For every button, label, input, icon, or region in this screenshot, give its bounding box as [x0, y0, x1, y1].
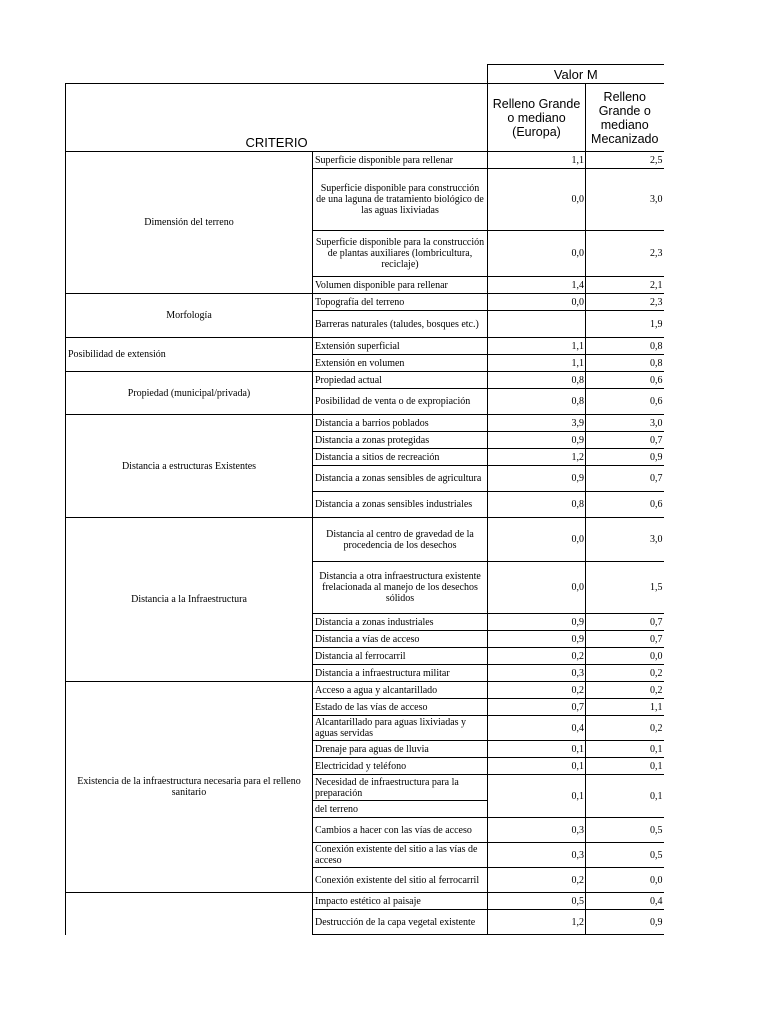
subcriterion: Conexión existente del sitio al ferrocarril [313, 868, 488, 893]
criterion-paisaje [66, 893, 313, 935]
value-col2: 3,0 [586, 518, 664, 562]
value-col1: 0,2 [488, 648, 586, 665]
value-col1: 0,9 [488, 466, 586, 492]
criterion-extension: Posibilidad de extensión [66, 338, 313, 372]
subcriterion: Distancia a zonas sensibles industriales [313, 492, 488, 518]
value-col2: 1,5 [586, 562, 664, 614]
value-col1: 0,8 [488, 389, 586, 415]
value-col1 [488, 311, 586, 338]
valor-header: Valor M [488, 65, 664, 84]
subcriterion: Necesidad de infraestructura para la preparación [313, 775, 488, 801]
value-col2: 0,9 [586, 910, 664, 935]
subcriterion: Distancia a zonas industriales [313, 614, 488, 631]
value-col1: 0,4 [488, 716, 586, 741]
subcriterion: Distancia a zonas sensibles de agricultura [313, 466, 488, 492]
value-col2: 0,9 [586, 449, 664, 466]
value-col2: 3,0 [586, 169, 664, 231]
value-col2: 2,1 [586, 277, 664, 294]
value-col2: 0,7 [586, 466, 664, 492]
value-col1: 1,1 [488, 355, 586, 372]
subcriterion: Propiedad actual [313, 372, 488, 389]
value-col1: 0,2 [488, 868, 586, 893]
subcriterion: Superficie disponible para construcción de una laguna de tratamiento biológico de las aguas lixiviadas [313, 169, 488, 231]
value-col2: 0,5 [586, 843, 664, 868]
value-col2: 0,6 [586, 492, 664, 518]
value-col2: 0,8 [586, 338, 664, 355]
criteria-sheet [65, 64, 664, 935]
value-col2: 0,8 [586, 355, 664, 372]
value-col2: 3,0 [586, 415, 664, 432]
value-col2: 2,5 [586, 152, 664, 169]
subcriterion: Impacto estético al paisaje [313, 893, 488, 910]
value-col2: 0,1 [586, 775, 664, 818]
value-col2: 0,2 [586, 665, 664, 682]
value-col1: 0,1 [488, 741, 586, 758]
subcriterion: Alcantarillado para aguas lixiviadas y aguas servidas [313, 716, 488, 741]
subcriterion: Distancia a otra infraestructura existente frelacionada al manejo de los desechos sólidos [313, 562, 488, 614]
value-col2: 0,7 [586, 631, 664, 648]
subcriterion: Distancia a zonas protegidas [313, 432, 488, 449]
value-col2: 2,3 [586, 294, 664, 311]
value-col2: 0,4 [586, 893, 664, 910]
subcriterion: Superficie disponible para la construcción de plantas auxiliares (lombricultura, reciclaje) [313, 231, 488, 277]
value-col1: 0,0 [488, 294, 586, 311]
value-col1: 0,0 [488, 169, 586, 231]
value-col2: 0,1 [586, 741, 664, 758]
value-col1: 0,7 [488, 699, 586, 716]
value-col2: 0,5 [586, 818, 664, 843]
value-col2: 0,2 [586, 716, 664, 741]
criterion-infraestructura: Distancia a la Infraestructura [66, 518, 313, 682]
value-col1: 0,8 [488, 492, 586, 518]
value-col1: 0,1 [488, 775, 586, 818]
criterion-estructuras: Distancia a estructuras Existentes [66, 415, 313, 518]
subcriterion: Acceso a agua y alcantarillado [313, 682, 488, 699]
value-col1: 0,0 [488, 231, 586, 277]
subcriterion: Cambios a hacer con las vías de acceso [313, 818, 488, 843]
subcriterion-continued: del terreno [313, 801, 488, 818]
value-col1: 0,3 [488, 665, 586, 682]
value-col2: 2,3 [586, 231, 664, 277]
value-col2: 0,2 [586, 682, 664, 699]
value-col2: 0,0 [586, 648, 664, 665]
column-header-europa: Relleno Grande o mediano (Europa) [488, 84, 586, 152]
value-col1: 1,2 [488, 449, 586, 466]
value-col1: 0,0 [488, 518, 586, 562]
value-col1: 0,9 [488, 614, 586, 631]
column-header-mecanizado: Relleno Grande o mediano Mecanizado [586, 84, 664, 152]
subcriterion: Conexión existente del sitio a las vías de acceso [313, 843, 488, 868]
value-col2: 0,7 [586, 614, 664, 631]
criterion-dimension: Dimensión del terreno [66, 152, 313, 294]
subcriterion: Topografía del terreno [313, 294, 488, 311]
value-col1: 0,3 [488, 818, 586, 843]
subcriterion: Distancia al centro de gravedad de la procedencia de los desechos [313, 518, 488, 562]
value-col1: 0,8 [488, 372, 586, 389]
value-col1: 0,5 [488, 893, 586, 910]
value-col1: 0,1 [488, 758, 586, 775]
subcriterion: Drenaje para aguas de lluvia [313, 741, 488, 758]
subcriterion: Superficie disponible para rellenar [313, 152, 488, 169]
value-col2: 1,9 [586, 311, 664, 338]
subcriterion: Distancia al ferrocarril [313, 648, 488, 665]
criterio-header: CRITERIO [66, 84, 488, 152]
value-col1: 1,2 [488, 910, 586, 935]
subcriterion: Posibilidad de venta o de expropiación [313, 389, 488, 415]
value-col2: 0,6 [586, 372, 664, 389]
criterion-propiedad: Propiedad (municipal/privada) [66, 372, 313, 415]
value-col1: 0,2 [488, 682, 586, 699]
value-col2: 0,0 [586, 868, 664, 893]
value-col2: 0,1 [586, 758, 664, 775]
subcriterion: Estado de las vías de acceso [313, 699, 488, 716]
value-col1: 1,4 [488, 277, 586, 294]
subcriterion: Barreras naturales (taludes, bosques etc.) [313, 311, 488, 338]
value-col2: 0,7 [586, 432, 664, 449]
subcriterion: Extensión en volumen [313, 355, 488, 372]
value-col1: 0,9 [488, 432, 586, 449]
value-col1: 1,1 [488, 338, 586, 355]
criteria-table [65, 64, 664, 935]
subcriterion: Distancia a infraestructura militar [313, 665, 488, 682]
subcriterion: Distancia a vías de acceso [313, 631, 488, 648]
value-col1: 1,1 [488, 152, 586, 169]
subcriterion: Destrucción de la capa vegetal existente [313, 910, 488, 935]
criterion-existencia: Existencia de la infraestructura necesaria para el relleno sanitario [66, 682, 313, 893]
subcriterion: Extensión superficial [313, 338, 488, 355]
value-col1: 0,0 [488, 562, 586, 614]
subcriterion: Volumen disponible para rellenar [313, 277, 488, 294]
value-col2: 1,1 [586, 699, 664, 716]
subcriterion: Distancia a barrios poblados [313, 415, 488, 432]
subcriterion: Electricidad y teléfono [313, 758, 488, 775]
criterion-morfologia: Morfología [66, 294, 313, 338]
value-col1: 0,9 [488, 631, 586, 648]
value-col2: 0,6 [586, 389, 664, 415]
value-col1: 0,3 [488, 843, 586, 868]
subcriterion: Distancia a sitios de recreación [313, 449, 488, 466]
value-col1: 3,9 [488, 415, 586, 432]
